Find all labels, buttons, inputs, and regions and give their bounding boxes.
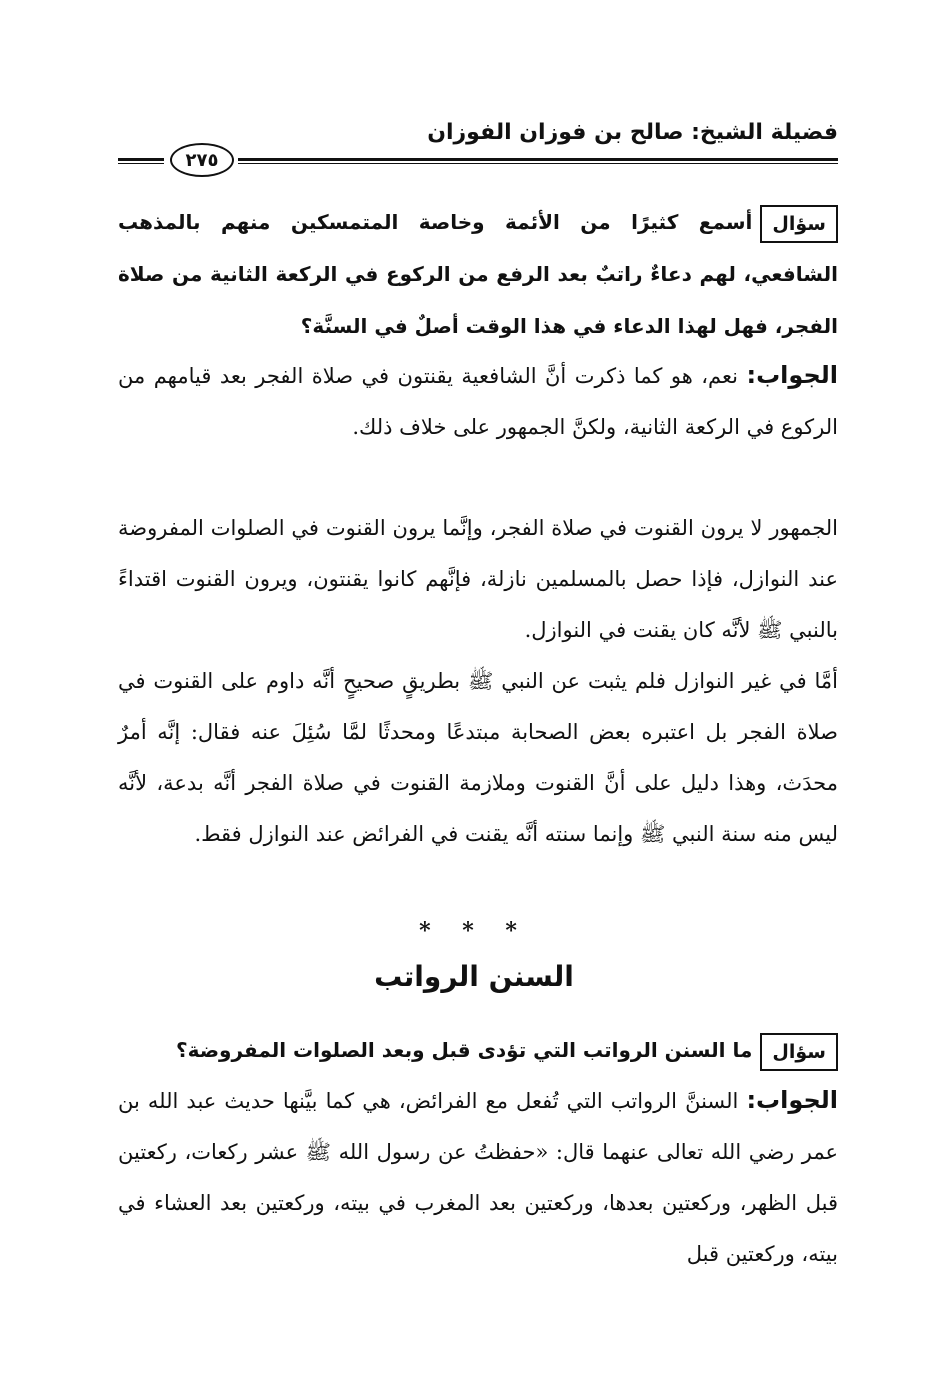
answer-text: السننَّ الرواتب التي تُفعل مع الفرائض، هي كما بيَّنها حديث عبد الله بن عمر رضي الله تعالى عنهما قال: «حفظتُ عن رسول الله ﷺ عشر ركعات، ركعتين قبل الظهر، وركعتين بعدها، وركعتين بعد المغرب في بيته، وركعتين بعد العشاء في بيته، وركعتين قبل (118, 1089, 838, 1266)
header-rule-short (118, 158, 164, 164)
header-title: فضيلة الشيخ: صالح بن فوزان الفوزان (427, 120, 838, 145)
question-1 (118, 196, 838, 352)
question-text: ما السنن الرواتب التي تؤدى قبل وبعد الصلوات المفروضة؟ (176, 1038, 753, 1062)
answer-2 (118, 1075, 838, 1280)
question-text: أسمع كثيرًا من الأئمة وخاصة المتمسكين منهم بالمذهب الشافعي، لهم دعاءٌ راتبٌ بعد الرفع من الركوع في الركعة الثانية من صلاة الفجر، فهل لهذا الدعاء في هذا الوقت أصلٌ في السنَّة؟ (118, 210, 838, 338)
section-title: السنن الرواتب (374, 960, 574, 993)
answer-text: نعم، هو كما ذكرت أنَّ الشافعية يقنتون في صلاة الفجر بعد قيامهم من الركوع في الركعة الثانية، ولكنَّ الجمهور على خلاف ذلك. (118, 364, 838, 439)
section-separator: * * * (419, 918, 529, 944)
answer-label: الجواب: (746, 361, 838, 389)
header-rule (238, 158, 838, 164)
answer-1 (118, 350, 838, 453)
page-number: ٢٧٥ (170, 143, 234, 177)
paragraph-2: الجمهور لا يرون القنوت في صلاة الفجر، وإنَّما يرون القنوت في الصلوات المفروضة عند النوازل، فإذا حصل بالمسلمين نازلة، فإنَّهم كانوا يقنتون، ويرون القنوت اقتداءً بالنبي ﷺ لأنَّه كان يقنت في النوازل. (118, 516, 838, 642)
question-label: سؤال (760, 205, 838, 243)
question-label: سؤال (760, 1033, 838, 1071)
question-2 (118, 1024, 838, 1076)
answer-label: الجواب: (746, 1086, 838, 1114)
paragraph-3: أمَّا في غير النوازل فلم يثبت عن النبي ﷺ بطريقٍ صحيحٍ أنَّه داوم على القنوت في صلاة الفجر بل اعتبره بعض الصحابة مبتدعًا ومحدثًا لمَّا سُئِلَ عنه فقال: إنَّه أمرٌ محدَث، وهذا دليل على أنَّ القنوت وملازمة القنوت في صلاة الفجر أنَّه بدعة، لأنَّه ليس منه سنة النبي ﷺ وإنما سنته أنَّه يقنت في الفرائض عند النوازل فقط. (118, 669, 838, 846)
